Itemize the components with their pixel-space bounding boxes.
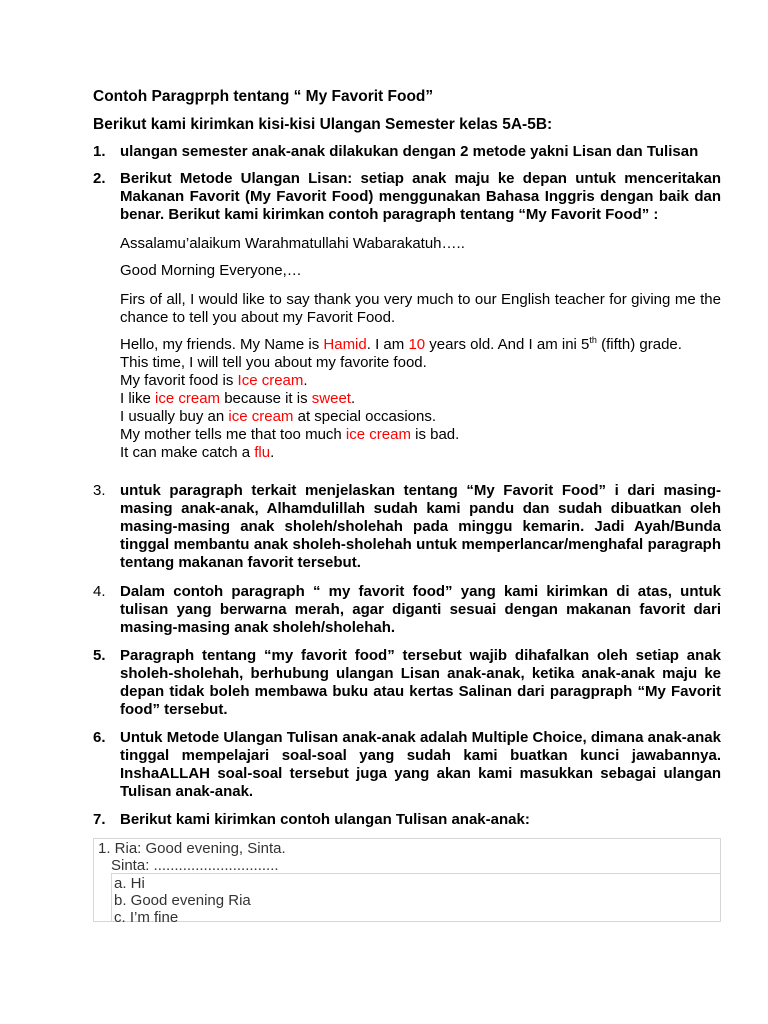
text-segment: . <box>303 372 308 389</box>
speech-illness: flu <box>254 444 271 461</box>
list-number: 7. <box>93 811 106 828</box>
text-segment: . I am <box>366 336 409 353</box>
quiz-option-c: c. I’m fine <box>114 909 179 926</box>
list-text: Untuk Metode Ulangan Tulisan anak-anak adalah Multiple Choice, dimana anak-anak tinggal mempelajari soal-soal yang sudah kami buatkan kunci jawabannya. InshaALLAH soal-soal tersebut juga yang akan kami masukkan sebagai ulangan Tulisan anak-anak. <box>120 729 721 800</box>
text-segment: My mother tells me that too much <box>120 426 346 443</box>
speech-line-2: This time, I will tell you about my favorite food. <box>120 354 427 371</box>
list-number: 5. <box>93 647 106 664</box>
speech-line-7 <box>120 444 721 462</box>
list-item-7 <box>93 811 721 829</box>
speech-line-6 <box>120 426 721 444</box>
speech-greeting: Assalamu’alaikum Warahmatullahi Wabarakatuh….. <box>120 235 465 252</box>
text-segment: years old. And I am ini 5 <box>425 336 590 353</box>
speech-name: Hamid <box>323 336 367 353</box>
document-title: Contoh Paragprph tentang “ My Favorit Food” <box>93 88 434 105</box>
speech-line-3 <box>120 372 721 390</box>
list-item-6 <box>93 729 721 801</box>
list-text: Berikut Metode Ulangan Lisan: setiap anak maju ke depan untuk menceritakan Makanan Favorit (My Favorit Food) menggunakan Bahasa Inggris dengan baik dan benar. Berikut kami kirimkan contoh paragraph tentang “My Favorit Food” : <box>120 170 721 223</box>
speech-taste: sweet <box>311 390 351 407</box>
quiz-option-b: b. Good evening Ria <box>114 892 251 909</box>
list-number: 4. <box>93 583 106 600</box>
speech-body <box>120 336 721 462</box>
speech-food: ice cream <box>345 426 411 443</box>
text-segment: at special occasions. <box>293 408 437 425</box>
list-number: 6. <box>93 729 106 746</box>
text-segment: Hello, my friends. My Name is <box>120 336 324 353</box>
list-text: Paragraph tentang “my favorit food” tersebut wajib dihafalkan oleh setiap anak sholeh-sholehah, berhubung ulangan Lisan anak-anak, ketika anak-anak maju ke depan tidak boleh membawa buku atau kertas Salinan dari paragpraph “My Favorit food” tersebut. <box>120 647 721 718</box>
list-text: untuk paragraph terkait menjelaskan tentang “My Favorit Food” i dari masing-masing anak-anak, Alhamdulillah sudah kami pandu dan sudah dibuatkan oleh masing-masing anak sholeh/sholehah pada minggu kemarin. Jadi Ayah/Bunda tinggal membantu anak sholeh-sholehah untuk memperlancar/menghafal paragraph tentang makanan favorit tersebut. <box>120 482 721 571</box>
document-subtitle: Berikut kami kirimkan kisi-kisi Ulangan Semester kelas 5A-5B: <box>93 116 553 133</box>
text-segment: (fifth) grade. <box>596 336 682 353</box>
text-segment: I like <box>120 390 156 407</box>
text-segment: . <box>270 444 275 461</box>
text-segment: because it is <box>220 390 312 407</box>
text-segment: My favorit food is <box>120 372 238 389</box>
list-number: 2. <box>93 170 106 187</box>
list-item-1 <box>93 143 721 161</box>
quiz-question: 1. Ria: Good evening, Sinta. <box>98 840 286 857</box>
list-text: Dalam contoh paragraph “ my favorit food” yang kami kirimkan di atas, untuk tulisan yang berwarna merah, agar diganti sesuai dengan makanan favorit dari masing-masing anak sholeh/sholehah. <box>120 583 721 636</box>
list-item-4 <box>93 583 721 637</box>
text-segment: I usually buy an <box>120 408 229 425</box>
list-item-2 <box>93 170 721 224</box>
quiz-table <box>93 838 721 926</box>
speech-food: Ice cream <box>237 372 304 389</box>
speech-thanks: Firs of all, I would like to say thank you very much to our English teacher for giving me the chance to tell you about my Favorit Food. <box>120 291 721 326</box>
text-segment: It can make catch a <box>120 444 255 461</box>
speech-food: ice cream <box>155 390 221 407</box>
text-segment: . <box>350 390 356 407</box>
list-item-5 <box>93 647 721 719</box>
text-segment: is bad. <box>410 426 460 443</box>
speech-line-hello <box>120 336 721 354</box>
speech-age: 10 <box>408 336 426 353</box>
ordinal-suffix: th <box>589 335 597 345</box>
quiz-option-a: a. Hi <box>114 875 145 892</box>
speech-food: ice cream <box>228 408 294 425</box>
quiz-answer-line: Sinta: .............................. <box>111 857 279 874</box>
list-number: 3. <box>93 482 106 499</box>
list-text: Berikut kami kirimkan contoh ulangan Tulisan anak-anak: <box>120 811 530 828</box>
quiz-options <box>111 873 721 926</box>
list-text: ulangan semester anak-anak dilakukan dengan 2 metode yakni Lisan dan Tulisan <box>120 143 699 160</box>
speech-line-5 <box>120 408 721 426</box>
speech-morning: Good Morning Everyone,… <box>120 262 302 279</box>
list-number: 1. <box>93 143 106 160</box>
list-item-3 <box>93 482 721 572</box>
speech-line-4 <box>120 390 721 408</box>
